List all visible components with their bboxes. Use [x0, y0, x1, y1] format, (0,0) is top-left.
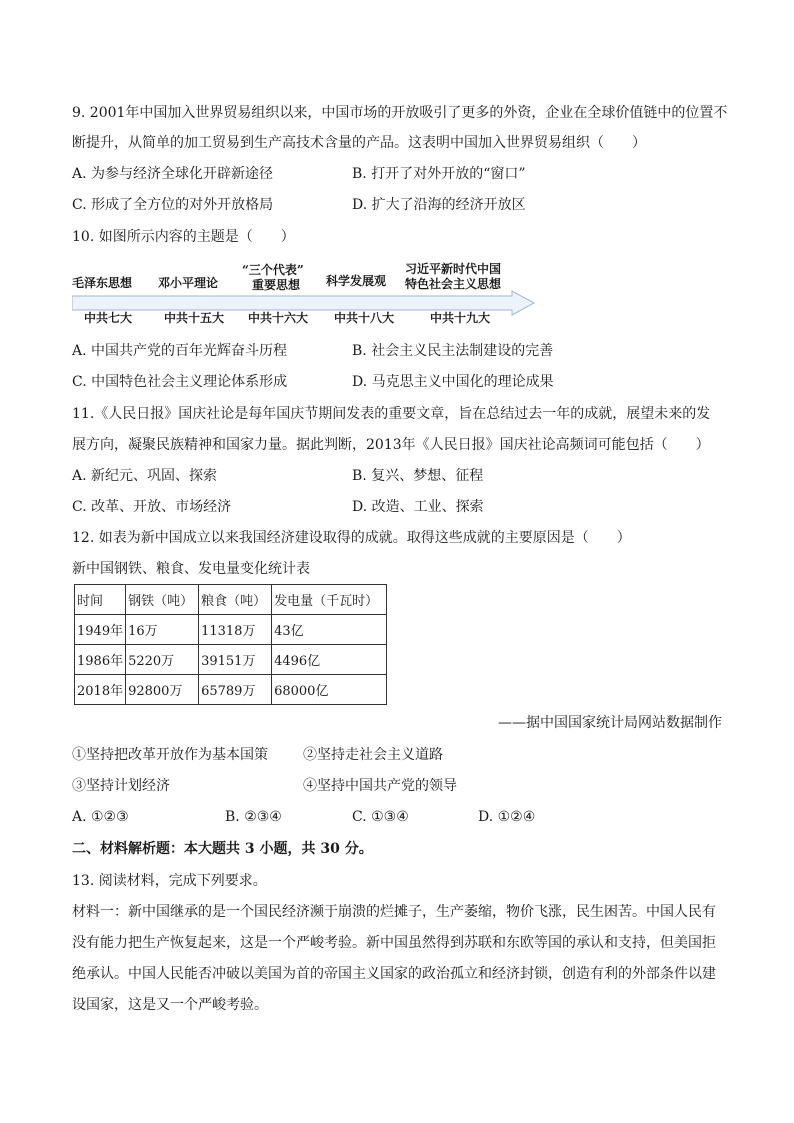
table-cell: 43亿: [272, 615, 387, 645]
table-cell: 16万: [126, 615, 199, 645]
q11-option-b: B. 复兴、梦想、征程: [352, 468, 484, 484]
q9-option-b: B. 打开了对外开放的“窗口”: [352, 166, 526, 182]
table-cell: 5220万: [126, 645, 199, 675]
q10-option-a: A. 中国共产党的百年光辉奋斗历程: [72, 343, 288, 359]
q10-option-b: B. 社会主义民主法制建设的完善: [352, 343, 554, 359]
q13-material-line3: 绝承认。中国人民能否冲破以美国为首的帝国主义国家的政治孤立和经济封锁，创造有利的外部条件以建: [72, 966, 716, 982]
table-row: [75, 675, 387, 705]
table-header-cell: 发电量（千瓦时）: [272, 585, 387, 615]
theory-xi-line1: 习近平新时代中国: [405, 262, 502, 276]
q12-option-a: A. ①②③: [72, 809, 129, 825]
q9-stem-line1: 9. 2001年中国加入世界贸易组织以来，中国市场的开放吸引了更多的外资，企业在全球价值链中的位置不: [72, 105, 728, 121]
table-cell: 68000亿: [272, 675, 387, 705]
table-cell: 2018年: [75, 675, 126, 705]
q12-option-d: D. ①②④: [478, 809, 536, 825]
q12-item-1: ①坚持把改革开放作为基本国策: [72, 747, 268, 763]
theory-mao: 毛泽东思想: [72, 276, 133, 290]
q9-option-c: C. 形成了全方位的对外开放格局: [72, 197, 274, 213]
q12-table-source: ——据中国国家统计局网站数据制作: [498, 715, 722, 731]
table-header-cell: 粮食（吨）: [199, 585, 272, 615]
q12-table-title: 新中国钢铁、粮食、发电量变化统计表: [72, 561, 310, 577]
congress-18th: 中共十八大: [334, 311, 395, 325]
q13-material-line2: 没有能力把生产恢复起来，这是一个严峻考验。新中国虽然得到苏联和东欧等国的承认和支持，但美国拒: [72, 935, 716, 951]
theory-scientific-development: 科学发展观: [326, 274, 387, 288]
table-cell: 4496亿: [272, 645, 387, 675]
theory-three-represents-line2: 重要思想: [252, 278, 301, 292]
table-cell: 65789万: [199, 675, 272, 705]
q12-item-4: ④坚持中国共产党的领导: [303, 778, 457, 794]
congress-19th: 中共十九大: [430, 311, 491, 325]
theory-timeline-diagram: [72, 262, 542, 332]
q10-option-d: D. 马克思主义中国化的理论成果: [352, 374, 554, 390]
theory-three-represents-line1: “三个代表”: [242, 263, 304, 277]
table-cell: 92800万: [126, 675, 199, 705]
table-row: [75, 615, 387, 645]
congress-15th: 中共十五大: [164, 311, 225, 325]
q9-option-a: A. 为参与经济全球化开辟新途径: [72, 166, 274, 182]
q12-item-2: ②坚持走社会主义道路: [303, 747, 443, 763]
table-cell: 39151万: [199, 645, 272, 675]
q11-stem-line1: 11.《人民日报》国庆社论是每年国庆节期间发表的重要文章，旨在总结过去一年的成就，展望未来的发: [72, 406, 711, 422]
congress-7th: 中共七大: [84, 311, 133, 325]
table-header-row: [75, 585, 387, 615]
q11-option-d: D. 改造、工业、探索: [352, 499, 484, 515]
stats-table: [74, 584, 387, 705]
table-header-cell: 钢铁（吨）: [126, 585, 199, 615]
table-cell: 1986年: [75, 645, 126, 675]
q12-option-b: B. ②③④: [225, 809, 282, 825]
theory-xi-line2: 特色社会主义思想: [405, 277, 502, 291]
table-row: [75, 645, 387, 675]
table-cell: 1949年: [75, 615, 126, 645]
q11-option-c: C. 改革、开放、市场经济: [72, 499, 232, 515]
theory-deng: 邓小平理论: [158, 276, 219, 290]
q13-material-line1: 材料一：新中国继承的是一个国民经济濒于崩溃的烂摊子，生产萎缩，物价飞涨，民生困苦。中国人民有: [72, 904, 716, 920]
q12-stem: 12. 如表为新中国成立以来我国经济建设取得的成就。取得这些成就的主要原因是（ ）: [72, 530, 631, 546]
q11-stem-line2: 展方向，凝聚民族精神和国家力量。据此判断，2013年《人民日报》国庆社论高频词可能包括（ ）: [72, 437, 710, 453]
q13-material-line4: 设国家，这是又一个严峻考验。: [72, 997, 268, 1013]
q12-option-c: C. ①③④: [352, 809, 409, 825]
section-2-heading: 二、材料解析题：本大题共 3 小题，共 30 分。: [72, 841, 373, 857]
q9-stem-line2: 断提升，从简单的加工贸易到生产高技术含量的产品。这表明中国加入世界贸易组织（ ）: [72, 135, 646, 151]
table-header-cell: 时间: [75, 585, 126, 615]
congress-16th: 中共十六大: [248, 311, 309, 325]
table-cell: 11318万: [199, 615, 272, 645]
q10-stem: 10. 如图所示内容的主题是（ ）: [72, 229, 295, 245]
q11-option-a: A. 新纪元、巩固、探索: [72, 468, 218, 484]
q10-option-c: C. 中国特色社会主义理论体系形成: [72, 374, 288, 390]
q9-option-d: D. 扩大了沿海的经济开放区: [352, 197, 526, 213]
q13-stem: 13. 阅读材料，完成下列要求。: [72, 873, 267, 889]
q12-item-3: ③坚持计划经济: [72, 778, 170, 794]
